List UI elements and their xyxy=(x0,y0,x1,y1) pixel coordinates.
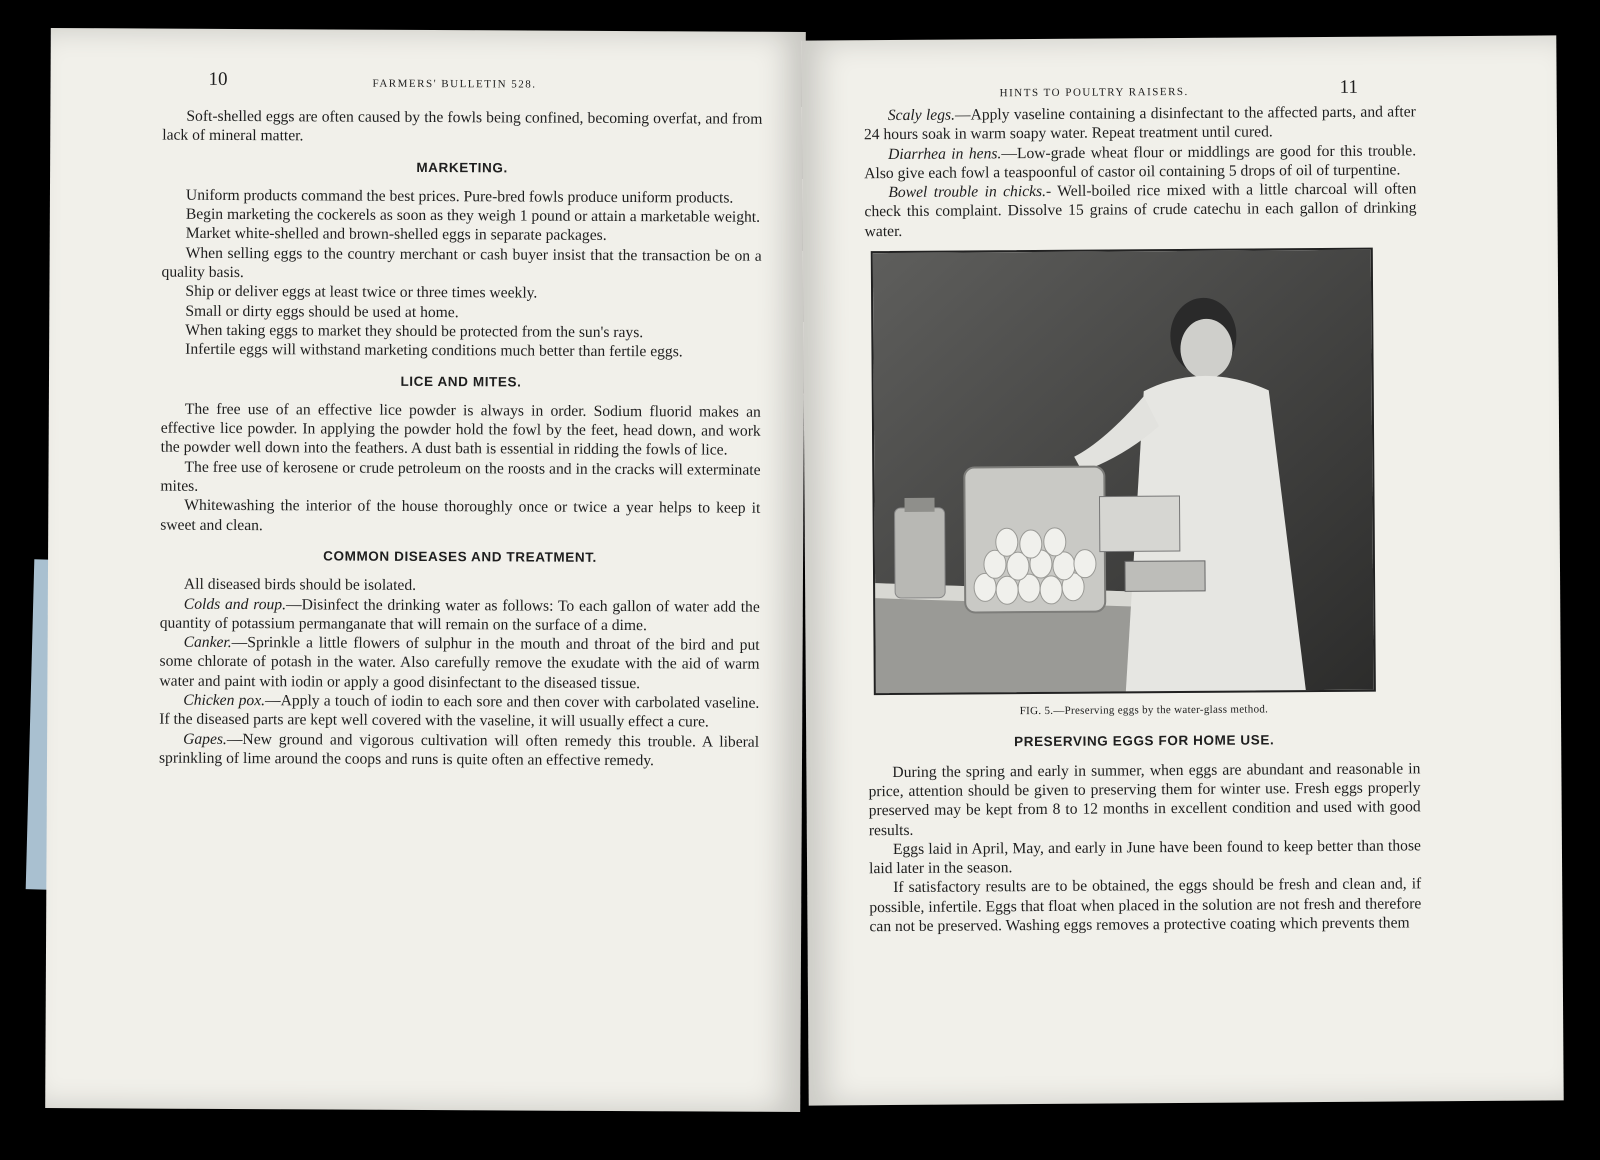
disease-text: - Well-boiled rice mixed with a little charcoal will often check this complaint. Dissolve 15 grains of crude catechu in each gallon of drinking water. xyxy=(864,180,1417,240)
paragraph: Infertile eggs will withstand marketing conditions much better than fertile eggs. xyxy=(185,341,683,361)
disease-entry xyxy=(159,691,759,733)
paragraph: Small or dirty eggs should be used at home. xyxy=(185,302,459,321)
section-heading: MARKETING. xyxy=(416,159,508,176)
section-heading: PRESERVING EGGS FOR HOME USE. xyxy=(1014,732,1275,750)
disease-term: Diarrhea in hens. xyxy=(888,144,1002,163)
figure-photo xyxy=(871,248,1376,695)
paragraph: Eggs laid in April, May, and early in June have been found to keep better than those laid later in the season. xyxy=(869,837,1421,878)
disease-entry xyxy=(864,141,1416,183)
disease-entry xyxy=(159,633,759,694)
paragraph: If satisfactory results are to be obtained, the eggs should be fresh and clean and, if possible, infertile. Eggs that float when placed in the solution are not fresh and therefore can not be preserved. Washing eggs removes a protective coating which prevents them xyxy=(869,875,1422,936)
paragraph: When taking eggs to market they should be protected from the sun's rays. xyxy=(185,321,644,342)
disease-term: Scaly legs. xyxy=(887,106,955,125)
paragraph: The free use of an effective lice powder is always in order. Sodium fluorid makes an effective lice powder. In applying the powder hold the fowl by the feet, head down, and work the powder well down into the feathers. A dust bath is essential in ridding the fowls of lice. xyxy=(160,400,761,460)
left-page-text xyxy=(159,107,762,771)
left-page xyxy=(45,28,806,1112)
right-page-header xyxy=(802,75,1557,104)
figure-caption: FIG. 5.—Preserving eggs by the water-glass method. xyxy=(1019,703,1269,718)
disease-text: —Sprinkle a little flowers of sulphur in the mouth and throat of the bird and put some chlorate of potash in the water. Also carefully remove the exudate with the aid of warm water and paint with iodin or apply a good disinfectant to the diseased tissue. xyxy=(159,634,760,692)
right-page-text xyxy=(864,102,1422,936)
paragraph: During the spring and early in summer, when eggs are abundant and reasonable in price, attention should be given to preserving them for winter use. Fresh eggs properly preserved may be kept from 8 to 12 months in excellent condition and used with good results. xyxy=(868,760,1421,839)
disease-entry xyxy=(159,729,759,771)
section-heading: COMMON DISEASES AND TREATMENT. xyxy=(323,548,597,565)
photo-illustration xyxy=(873,250,1374,693)
intro-paragraph: Soft-shelled eggs are often caused by the fowls being confined, becoming overfat, and from lack of mineral matter. xyxy=(162,107,763,145)
page-number: 11 xyxy=(1339,76,1359,98)
paragraph: When selling eggs to the country merchant or cash buyer insist that the transaction be on a quality basis. xyxy=(161,244,762,282)
paragraph: Uniform products command the best prices. Pure-bred fowls produce uniform products. xyxy=(185,186,734,207)
paragraph: Begin marketing the cockerels as soon as they weigh 1 pound or attain a marketable weight. xyxy=(185,205,761,226)
disease-entry xyxy=(864,180,1416,242)
disease-text: —Apply vaseline containing a disinfectant to the affected parts, and after 24 hours soak in warm soapy water. Repeat treatment until cured. xyxy=(863,103,1416,144)
disease-text: —Apply a touch of iodin to each sore and then cover with carbolated vaseline. If the diseased parts are kept well covered with the vaseline, it will usually effect a cure. xyxy=(159,692,760,731)
disease-text: —New ground and vigorous cultivation will often remedy this trouble. A liberal sprinkling of lime around the coops and runs is quite often an effective remedy. xyxy=(158,730,760,770)
paragraph: The free use of kerosene or crude petroleum on the roosts and in the cracks will exterminate mites. xyxy=(160,458,761,495)
paragraph: Ship or deliver eggs at least twice or three times weekly. xyxy=(185,283,538,302)
page-number: 10 xyxy=(208,68,228,90)
paragraph: Whitewashing the interior of the house thoroughly once or twice a year helps to keep it sweet and clean. xyxy=(160,497,761,534)
disease-term: Chicken pox. xyxy=(183,691,266,710)
disease-entry xyxy=(160,594,760,636)
disease-text: —Low-grade wheat flour or middlings are good for this trouble. Also give each fowl a teaspoonful of castor oil containing 5 drops of oil of turpentine. xyxy=(864,141,1417,183)
disease-term: Colds and roup. xyxy=(183,595,287,613)
disease-term: Gapes. xyxy=(183,730,227,748)
left-page-header xyxy=(50,68,805,96)
section-heading: LICE AND MITES. xyxy=(400,373,522,390)
paragraph: Market white-shelled and brown-shelled eggs in separate packages. xyxy=(185,225,607,245)
disease-entry xyxy=(864,102,1416,144)
disease-text: —Disinfect the drinking water as follows: To each gallon of water add the quantity of potassium permanganate that will remain on the surface of a dime. xyxy=(159,595,760,634)
disease-term: Bowel trouble in chicks. xyxy=(888,183,1047,202)
disease-term: Canker. xyxy=(183,633,232,652)
running-head: HINTS TO POULTRY RAISERS. xyxy=(999,85,1189,100)
running-head: FARMERS' BULLETIN 528. xyxy=(372,77,537,91)
paragraph: All diseased birds should be isolated. xyxy=(183,575,417,595)
right-page xyxy=(801,35,1563,1105)
